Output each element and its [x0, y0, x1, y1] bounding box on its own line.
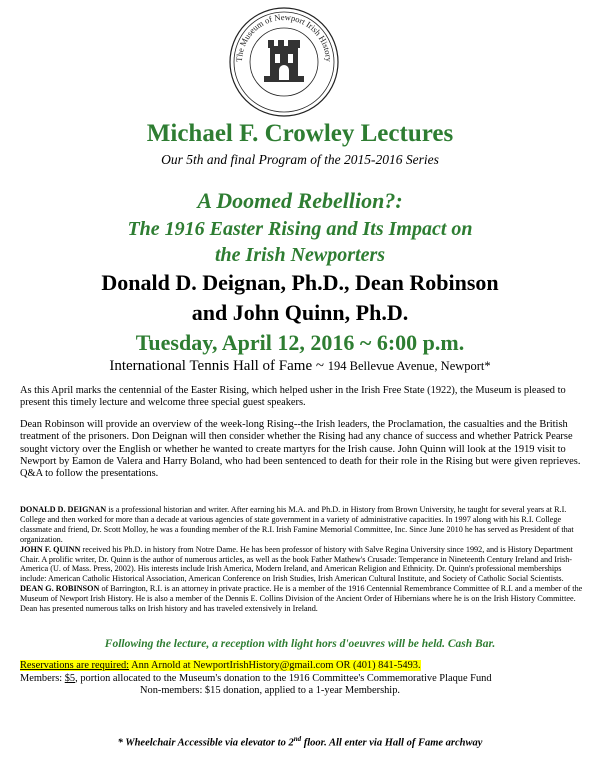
bio-text: of Barrington, R.I. is an attorney in private practice. He is a member of the 1916 Centennial Remembrance Committee of R.I. and a member of the Museum of Newport Irish History. He is also a member of the Dennis E. Collins Division of the Ancient Order of Hibernians where he is on the Irish History Committee. Dean has presented numerous talks on Irish history and has traveled extensively in Ireland.: [20, 584, 583, 614]
venue-address: 194 Bellevue Avenue, Newport*: [327, 359, 491, 373]
bio-quinn: [20, 545, 585, 585]
accessibility-note: [0, 735, 600, 749]
museum-seal-logo: [228, 6, 340, 118]
venue-name: International Tennis Hall of Fame ~: [109, 358, 328, 374]
bio-name: DEAN G. ROBINSON: [20, 584, 100, 594]
reservations-block: [20, 660, 585, 698]
lecture-series-title: Michael F. Crowley Lectures: [146, 120, 454, 147]
speaker-bios: [20, 505, 585, 614]
reception-note: Following the lecture, a reception with light hors d'oeuvres will be held. Cash Bar.: [104, 638, 496, 650]
speakers-line-1: Donald D. Deignan, Ph.D., Dean Robinson: [101, 270, 499, 295]
reservations-line: [20, 660, 585, 673]
access-text-2: floor. All enter via Hall of Fame archway: [301, 737, 483, 749]
nonmembers-fee-line: Non-members: $15 donation, applied to a 1-year Membership.: [140, 685, 400, 696]
intro-paragraph: As this April marks the centennial of the Easter Rising, which helped usher in the Irish Free State (1922), the Museum is pleased to present this timely lecture and welcome three special guest speakers.: [20, 385, 566, 409]
bio-name: JOHN F. QUINN: [20, 544, 81, 554]
talk-title: A Doomed Rebellion?:: [197, 188, 403, 213]
reservations-contact[interactable]: Ann Arnold at NewportIrishHistory@gmail.com OR (401) 841-5493.: [129, 660, 421, 671]
overview-paragraph: Dean Robinson will provide an overview of the week-long Rising--the Irish leaders, the Proclamation, the casualties and the British treatment of the prisoners. Don Deignan will then consider whether the Rising had any chance of success and whether Patrick Pearse sought victory over the English or whether he wanted to create martyrs for the Irish cause. John Quinn will look at the 1919 visit to Newport by Eamon de Valera and Harry Boland, who had been sentenced to death for their role in the Rising but were given reprieves. Q&A to follow the presentations.: [20, 419, 581, 480]
bio-deignan: [20, 505, 585, 545]
members-fee-line: [20, 673, 585, 686]
program-line: Our 5th and final Program of the 2015-2016 Series: [161, 152, 439, 167]
reservations-label: Reservations are required:: [20, 660, 130, 671]
talk-subtitle-line-2: the Irish Newporters: [214, 244, 386, 266]
event-datetime: Tuesday, April 12, 2016 ~ 6:00 p.m.: [135, 330, 465, 355]
event-venue-line: [0, 358, 600, 375]
members-prefix: Members:: [20, 672, 65, 684]
speakers-line-2: and John Quinn, Ph.D.: [191, 300, 409, 325]
seal-ring-text: The Museum of Newport Irish History: [233, 11, 335, 63]
bio-text: is a professional historian and writer. After earning his M.A. and Ph.D. in History from Brown University, he taught for several years at R.I. College and then worked for more than a decade at various agencies of state government in a variety of administrative capacities. In 1997 along with his R.I. College classmate and friend, Dr. Scott Molloy, he was a founding member of the R.I. Irish Famine Memorial Committee, Inc. Since June 2010 he has served as President of that organization.: [20, 505, 574, 544]
reservations-highlight: [20, 660, 421, 671]
members-amount: $5: [64, 672, 76, 684]
bio-robinson: [20, 584, 585, 614]
access-text-1: * Wheelchair Accessible via elevator to 2: [117, 737, 294, 749]
talk-subtitle-line-1: The 1916 Easter Rising and Its Impact on: [127, 218, 473, 240]
bio-text: received his Ph.D. in history from Notre Dame. He has been professor of history with Salve Regina University since 1992, and is History Department Chair. A prolific writer, Dr. Quinn is the author of numerous articles, as well as the book Father Mathew's Crusade: Temperance in Nineteenth Century Ireland and Irish-America (U. of Mass. Press, 2002). His interests include Irish America, Modern Ireland, and American Religion and Ethnicity. Dr. Quinn's professional memberships include: American Catholic Historical Association, American Conference on Irish Studies, Irish American Cultural Institute, and Society of Catholic Social Scientists.: [20, 544, 573, 584]
access-superscript: nd: [293, 735, 302, 743]
members-fee-detail: , portion allocated to the Museum's donation to the 1916 Committee's Commemorative Plaque Fund: [75, 672, 492, 684]
bio-name: DONALD D. DEIGNAN: [20, 505, 107, 514]
